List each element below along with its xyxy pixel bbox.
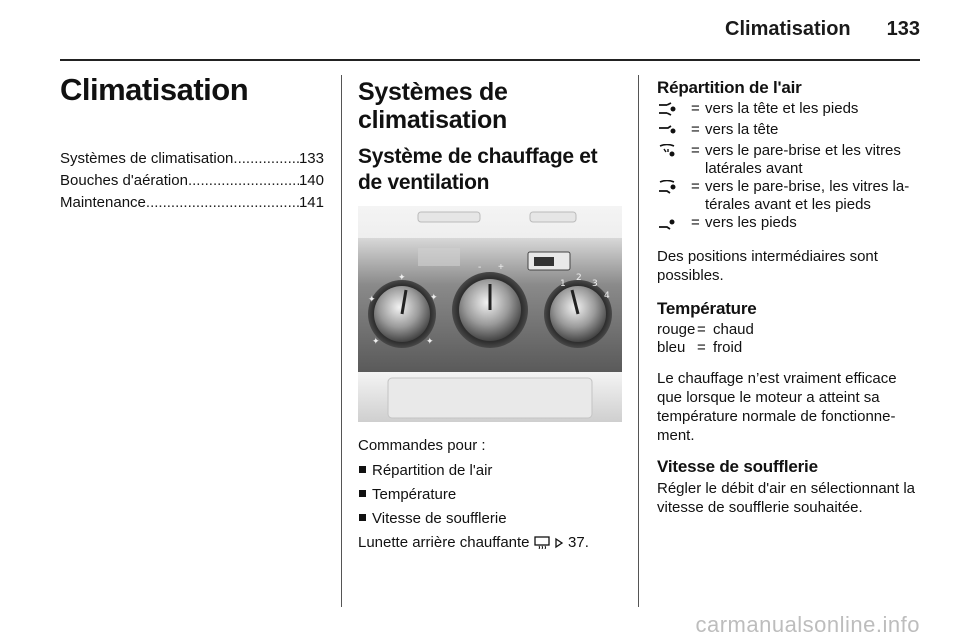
air-distribution-title: Répartition de l'air [657, 78, 802, 97]
toc-page: 141 [298, 194, 324, 211]
list-item [657, 214, 925, 235]
fan-speed-label-4: 4 [604, 291, 610, 301]
list-item: Répartition de l'air [358, 461, 622, 480]
rear-window-page-ref[interactable]: 37. [568, 534, 589, 551]
temperature-note: Le chauffage n’est vraiment efficace que lorsque le moteur a atteint sa température normale de fonctionne-ment. [657, 370, 897, 444]
toc-page: 133 [298, 150, 324, 167]
fan-head-icon: ✦ [398, 273, 406, 283]
fan-speed-label-1: 1 [560, 279, 566, 289]
toc-leader [188, 170, 299, 192]
toc-item[interactable] [60, 192, 324, 214]
temperature-title: Température [657, 299, 757, 318]
windscreen-icon [657, 142, 691, 178]
controls-intro: Commandes pour : [358, 437, 486, 454]
watermark: carmanualsonline.info [695, 612, 920, 637]
equals-sign: = [691, 121, 700, 138]
toc-item[interactable] [60, 170, 324, 192]
table-of-contents [60, 148, 324, 214]
list-item [657, 121, 925, 142]
toc-leader [146, 192, 299, 214]
control-panel-figure [358, 206, 622, 422]
header-rule [60, 59, 920, 61]
equals-sign: = [691, 142, 700, 159]
equals-sign: = [691, 100, 700, 117]
list-item [657, 142, 925, 178]
header-section-title: Climatisation [725, 18, 851, 40]
fan-feet-icon: ✦ [426, 337, 434, 347]
right-column [657, 72, 925, 523]
controls-list [358, 461, 622, 528]
feet-icon [657, 214, 691, 235]
left-column [60, 72, 324, 214]
toc-leader [233, 148, 299, 170]
toc-label: Maintenance [60, 194, 146, 211]
column-divider-2 [638, 75, 639, 607]
page-reference-icon [554, 537, 564, 549]
temp-color-label: rouge [657, 321, 696, 338]
list-item [657, 339, 925, 357]
air-item-text: vers la tête [705, 121, 779, 138]
middle-column [358, 72, 622, 558]
windscreen-feet-icon [657, 178, 691, 214]
list-item [657, 100, 925, 121]
rear-window-reference [358, 533, 622, 552]
list-item [657, 321, 925, 339]
toc-label: Systèmes de climatisation [60, 150, 234, 167]
air-item-text: vers les pieds [705, 214, 797, 231]
temp-color-label: bleu [657, 339, 686, 356]
air-item-text: vers le pare-brise et les vitres latérales avant [705, 142, 901, 177]
air-distribution-note: Des positions intermédiaires sont possibles. [657, 248, 878, 284]
toc-page: 140 [298, 172, 324, 189]
column-divider-1 [341, 75, 342, 607]
toc-label: Bouches d'aération [60, 172, 188, 189]
list-item: Température [358, 485, 622, 504]
toc-item[interactable] [60, 148, 324, 170]
air-item-text: vers la tête et les pieds [705, 100, 859, 117]
fan-speed-label-2: 2 [576, 273, 582, 283]
temp-value: chaud [713, 321, 754, 338]
rear-window-heater-icon [534, 535, 550, 549]
equals-sign: = [691, 214, 700, 231]
section-subheading: Système de chauffage et de ventilation [358, 145, 598, 194]
equals-sign: = [691, 178, 700, 195]
fan-speed-note: Régler le débit d'air en sélectionnant la vitesse de soufflerie souhaitée. [657, 480, 916, 516]
list-item [657, 178, 925, 214]
fan-feet-icon: ✦ [372, 337, 380, 347]
temperature-minus-label: - [478, 262, 482, 273]
page-header [60, 18, 920, 41]
fan-head-feet-icon: ✦ [368, 295, 376, 305]
temperature-plus-label: + [498, 262, 504, 273]
section-heading: Systèmes de climatisation [358, 78, 508, 134]
air-item-text: vers le pare-brise, les vitres la-térales avant et les pieds [705, 178, 910, 213]
rear-window-text: Lunette arrière chauffante [358, 534, 530, 551]
equals-sign: = [697, 339, 706, 356]
rear-heater-icon [534, 257, 554, 266]
equals-sign: = [697, 321, 706, 338]
header-page-number: 133 [886, 18, 920, 40]
list-item: Vitesse de soufflerie [358, 509, 622, 528]
head-feet-icon [657, 100, 691, 121]
fan-speed-title: Vitesse de soufflerie [657, 457, 818, 476]
windscreen-icon: ✦ [430, 293, 438, 303]
temp-value: froid [713, 339, 743, 356]
head-icon [657, 121, 691, 142]
chapter-title: Climatisation [60, 72, 249, 107]
fan-speed-label-3: 3 [592, 279, 598, 289]
